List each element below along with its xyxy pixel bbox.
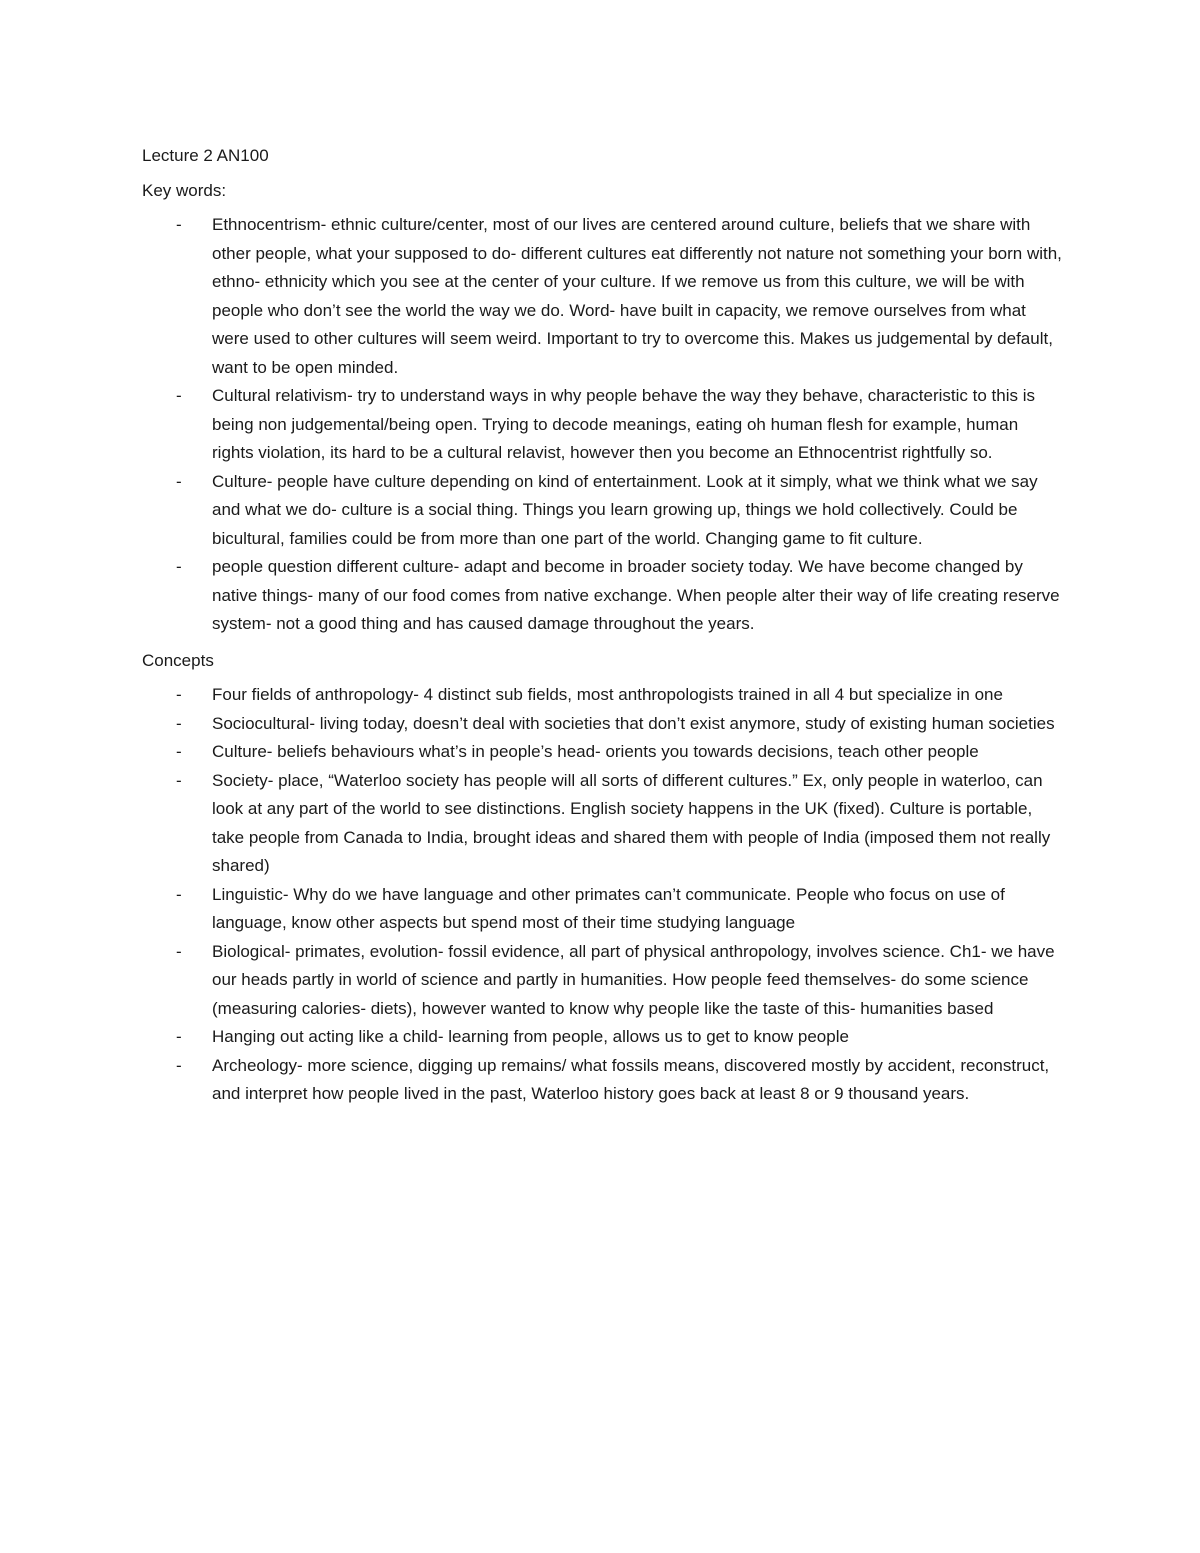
list-item-text: Culture- people have culture depending on kind of entertainment. Look at it simply, what we think what we say and what we do- culture is a social thing. Things you learn growing up, things we hold collectively. Could be bicultural, families could be from more than one part of the world. Changing game to fit culture. <box>212 471 1038 548</box>
list-item-text: Four fields of anthropology- 4 distinct sub fields, most anthropologists trained in all 4 but specialize in one <box>212 685 1003 704</box>
list-item <box>142 468 1062 554</box>
dash-bullet-icon: - <box>176 713 182 733</box>
list-item <box>142 767 1062 881</box>
list-item-text: Archeology- more science, digging up remains/ what fossils means, discovered mostly by accident, reconstruct, and interpret how people lived in the past, Waterloo history goes back at least 8 or 9 thousand years. <box>212 1055 1050 1103</box>
list-item <box>142 938 1062 1024</box>
document-body <box>142 142 1062 1117</box>
list-item <box>142 738 1062 767</box>
dash-bullet-icon: - <box>176 557 182 576</box>
keywords-heading: Key words: <box>142 180 227 200</box>
dash-bullet-icon: - <box>176 386 182 405</box>
list-item-text: Biological- primates, evolution- fossil evidence, all part of physical anthropology, involves science. Ch1- we have our heads partly in world of science and partly in humanities. How people feed themselves- do some science (measuring calories- diets), however wanted to know why people like the taste of this- humanities based <box>212 941 1055 1018</box>
list-item <box>142 553 1062 639</box>
list-item <box>142 1023 1062 1052</box>
list-item <box>142 681 1062 710</box>
keywords-list <box>142 211 1062 639</box>
list-item-text: Linguistic- Why do we have language and other primates can’t communicate. People who focus on use of language, know other aspects but spend most of their time studying language <box>212 884 1005 932</box>
list-item <box>142 211 1062 382</box>
list-item <box>142 710 1062 739</box>
dash-bullet-icon: - <box>176 215 182 234</box>
dash-bullet-icon: - <box>176 884 182 904</box>
dash-bullet-icon: - <box>176 941 182 961</box>
list-item-text: Hanging out acting like a child- learning from people, allows us to get to know people <box>212 1027 849 1046</box>
dash-bullet-icon: - <box>176 685 182 704</box>
dash-bullet-icon: - <box>176 770 182 790</box>
list-item-text: people question different culture- adapt and become in broader society today. We have become changed by native things- many of our food comes from native exchange. When people alter their way of life creating reserve system- not a good thing and has caused damage throughout the years. <box>212 557 1060 633</box>
concepts-list <box>142 681 1062 1109</box>
list-item-text: Society- place, “Waterloo society has people will all sorts of different cultures.” Ex, only people in waterloo, can look at any part of the world to see distinctions. English society happens in the UK (fixed). Culture is portable, take people from Canada to India, brought ideas and shared them with people of India (imposed them not really shared) <box>212 770 1051 875</box>
list-item-text: Sociocultural- living today, doesn’t deal with societies that don’t exist anymore, study of existing human societies <box>212 713 1055 733</box>
list-item <box>142 1052 1062 1109</box>
concepts-heading: Concepts <box>142 650 214 670</box>
list-item <box>142 382 1062 468</box>
list-item <box>142 881 1062 938</box>
document-title: Lecture 2 AN100 <box>142 146 269 165</box>
dash-bullet-icon: - <box>176 1027 182 1046</box>
dash-bullet-icon: - <box>176 471 182 491</box>
list-item-text: Cultural relativism- try to understand ways in why people behave the way they behave, characteristic to this is being non judgemental/being open. Trying to decode meanings, eating oh human flesh for example, human rights violation, its hard to be a cultural relavist, however then you become an Ethnocentrist rightfully so. <box>212 386 1036 462</box>
dash-bullet-icon: - <box>176 1055 182 1075</box>
list-item-text: Culture- beliefs behaviours what’s in people’s head- orients you towards decisions, teach other people <box>212 742 979 761</box>
dash-bullet-icon: - <box>176 742 182 761</box>
list-item-text: Ethnocentrism- ethnic culture/center, most of our lives are centered around culture, beliefs that we share with other people, what your supposed to do- different cultures eat differently not nature not something your born with, ethno- ethnicity which you see at the center of your culture. If we remove us from this culture, we will be with people who don’t see the world the way we do. Word- have built in capacity, we remove ourselves from what were used to other cultures will seem weird. Important to try to overcome this. Makes us judgemental by default, want to be open minded. <box>212 215 1062 377</box>
